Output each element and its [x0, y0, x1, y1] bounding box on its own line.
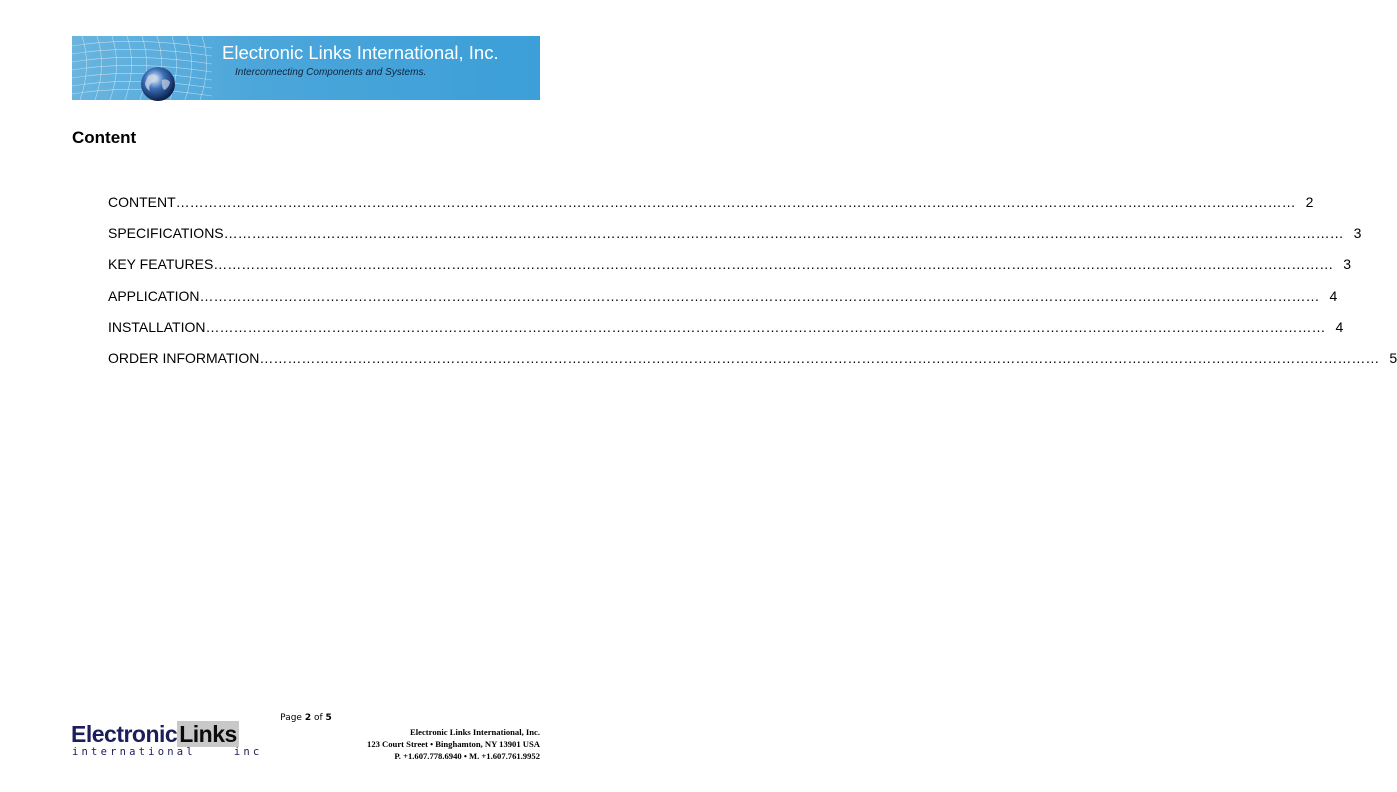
- toc-leader-dots: ……………………………………………………………………………………………………………………………………………………………………………………………………………………: [223, 225, 1344, 242]
- page-label: Page: [280, 713, 302, 723]
- toc-entry[interactable]: [108, 349, 1397, 381]
- page-total: 5: [325, 713, 332, 723]
- table-of-contents: [108, 194, 1397, 381]
- logo-subtitle: [72, 746, 262, 758]
- toc-entry-page: 2: [1305, 194, 1314, 210]
- toc-entry[interactable]: [108, 194, 1314, 225]
- toc-entry-page: 4: [1335, 318, 1344, 335]
- banner-tagline: Interconnecting Components and Systems.: [235, 67, 427, 78]
- toc-entry-title: CONTENT: [108, 194, 176, 210]
- globe-mesh-icon: [72, 36, 222, 100]
- toc-entry-title: ORDER INFORMATION: [108, 349, 260, 366]
- section-heading: Content: [72, 128, 137, 147]
- company-address-block: [367, 726, 540, 762]
- toc-entry-title: APPLICATION: [108, 287, 200, 304]
- address-company: Electronic Links International, Inc.: [410, 727, 540, 737]
- toc-entry[interactable]: [108, 225, 1362, 256]
- toc-entry-page: 5: [1389, 349, 1397, 366]
- logo-word-electronic: Electronic: [71, 721, 178, 747]
- page-current: 2: [304, 713, 312, 723]
- toc-leader-dots: ……………………………………………………………………………………………………………………………………………………………………………………………………………………: [213, 256, 1334, 273]
- logo-sub-inc: inc: [233, 746, 263, 758]
- logo-word-links: Links: [179, 721, 237, 747]
- logo-wordmark: [71, 721, 239, 748]
- toc-entry-page: 4: [1329, 287, 1338, 304]
- toc-entry[interactable]: [108, 287, 1338, 319]
- toc-leader-dots: ……………………………………………………………………………………………………………………………………………………………………………………………………………………: [199, 287, 1320, 304]
- header-banner: [72, 36, 540, 100]
- toc-entry[interactable]: [108, 256, 1352, 287]
- company-logo: [71, 721, 263, 759]
- banner-company-name: Electronic Links International, Inc.: [222, 42, 499, 63]
- toc-entry[interactable]: [108, 318, 1344, 350]
- toc-leader-dots: ……………………………………………………………………………………………………………………………………………………………………………………………………………………: [205, 318, 1326, 335]
- toc-leader-dots: ……………………………………………………………………………………………………………………………………………………………………………………………………………………: [259, 349, 1380, 366]
- toc-leader-dots: ……………………………………………………………………………………………………………………………………………………………………………………………………………………: [175, 194, 1296, 210]
- address-phone: P. +1.607.778.6940 • M. +1.607.761.9952: [394, 751, 540, 761]
- address-street: 123 Court Street • Binghamton, NY 13901 USA: [367, 739, 540, 749]
- toc-entry-title: INSTALLATION: [108, 318, 206, 335]
- toc-entry-title: KEY FEATURES: [108, 256, 214, 273]
- page-of: of: [313, 713, 323, 723]
- toc-entry-title: SPECIFICATIONS: [108, 225, 224, 242]
- toc-entry-page: 3: [1353, 225, 1362, 242]
- toc-entry-page: 3: [1343, 256, 1352, 273]
- logo-sub-international: international: [72, 746, 196, 758]
